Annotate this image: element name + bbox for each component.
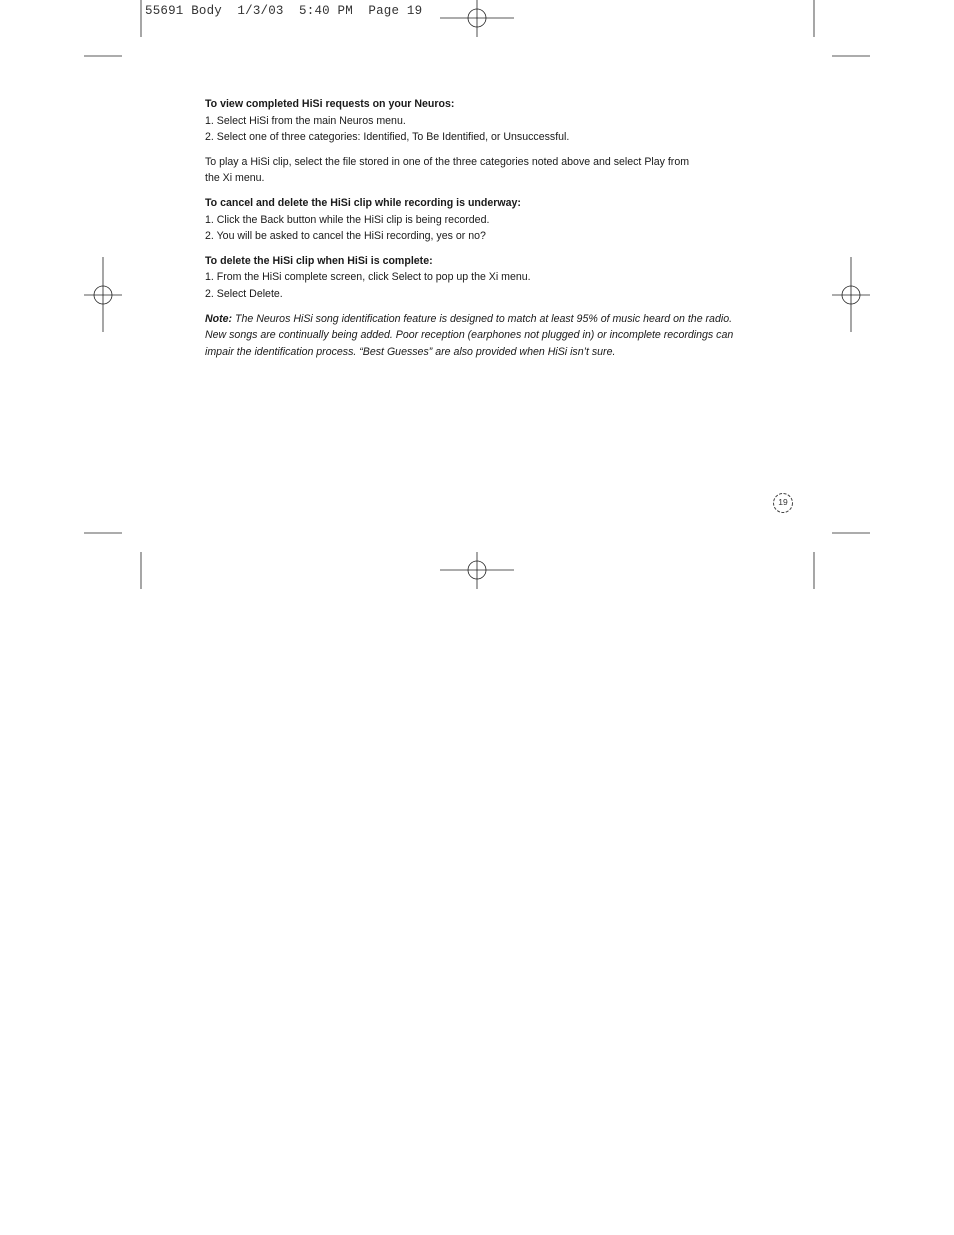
delete-step-1: 1. From the HiSi complete screen, click Select to pop up the Xi menu.	[205, 271, 531, 284]
cancel-step-2: 2. You will be asked to cancel the HiSi recording, yes or no?	[205, 230, 486, 243]
registration-mark-right	[832, 257, 870, 332]
view-step-2: 2. Select one of three categories: Identified, To Be Identified, or Unsuccessful.	[205, 131, 570, 144]
cancel-heading: To cancel and delete the HiSi clip while recording is underway:	[205, 196, 521, 209]
registration-mark-bottom	[440, 552, 514, 589]
page-number: 19	[778, 497, 788, 507]
note-label: Note:	[205, 312, 233, 325]
cancel-step-1: 1. Click the Back button while the HiSi clip is being recorded.	[205, 213, 490, 226]
play-paragraph-line-2: the Xi menu.	[205, 172, 265, 185]
note-text-1: The Neuros HiSi song identification feature is designed to match at least 95% of music heard on the radio.	[232, 312, 733, 325]
view-heading: To view completed HiSi requests on your Neuros:	[205, 98, 455, 110]
registration-mark-left	[84, 257, 122, 332]
view-step-1: 1. Select HiSi from the main Neuros menu.	[205, 114, 406, 127]
delete-heading: To delete the HiSi clip when HiSi is complete:	[205, 254, 433, 267]
note-line-2: New songs are continually being added. Poor reception (earphones not plugged in) or incomplete recordings can	[205, 329, 734, 342]
note-line-1	[205, 311, 785, 328]
page-content	[205, 96, 785, 360]
note-line-3: impair the identification process. “Best Guesses” are also provided when HiSi isn’t sure.	[205, 345, 616, 358]
slug-page: Page 19	[368, 4, 423, 18]
delete-step-2: 2. Select Delete.	[205, 287, 283, 300]
slug-file: 55691 Body	[145, 4, 223, 18]
play-paragraph-line-1: To play a HiSi clip, select the file stored in one of the three categories noted above and select Play from	[205, 155, 690, 168]
slug-date: 1/3/03	[237, 4, 284, 18]
registration-mark-top	[440, 0, 514, 37]
slug-time: 5:40 PM	[299, 4, 353, 18]
